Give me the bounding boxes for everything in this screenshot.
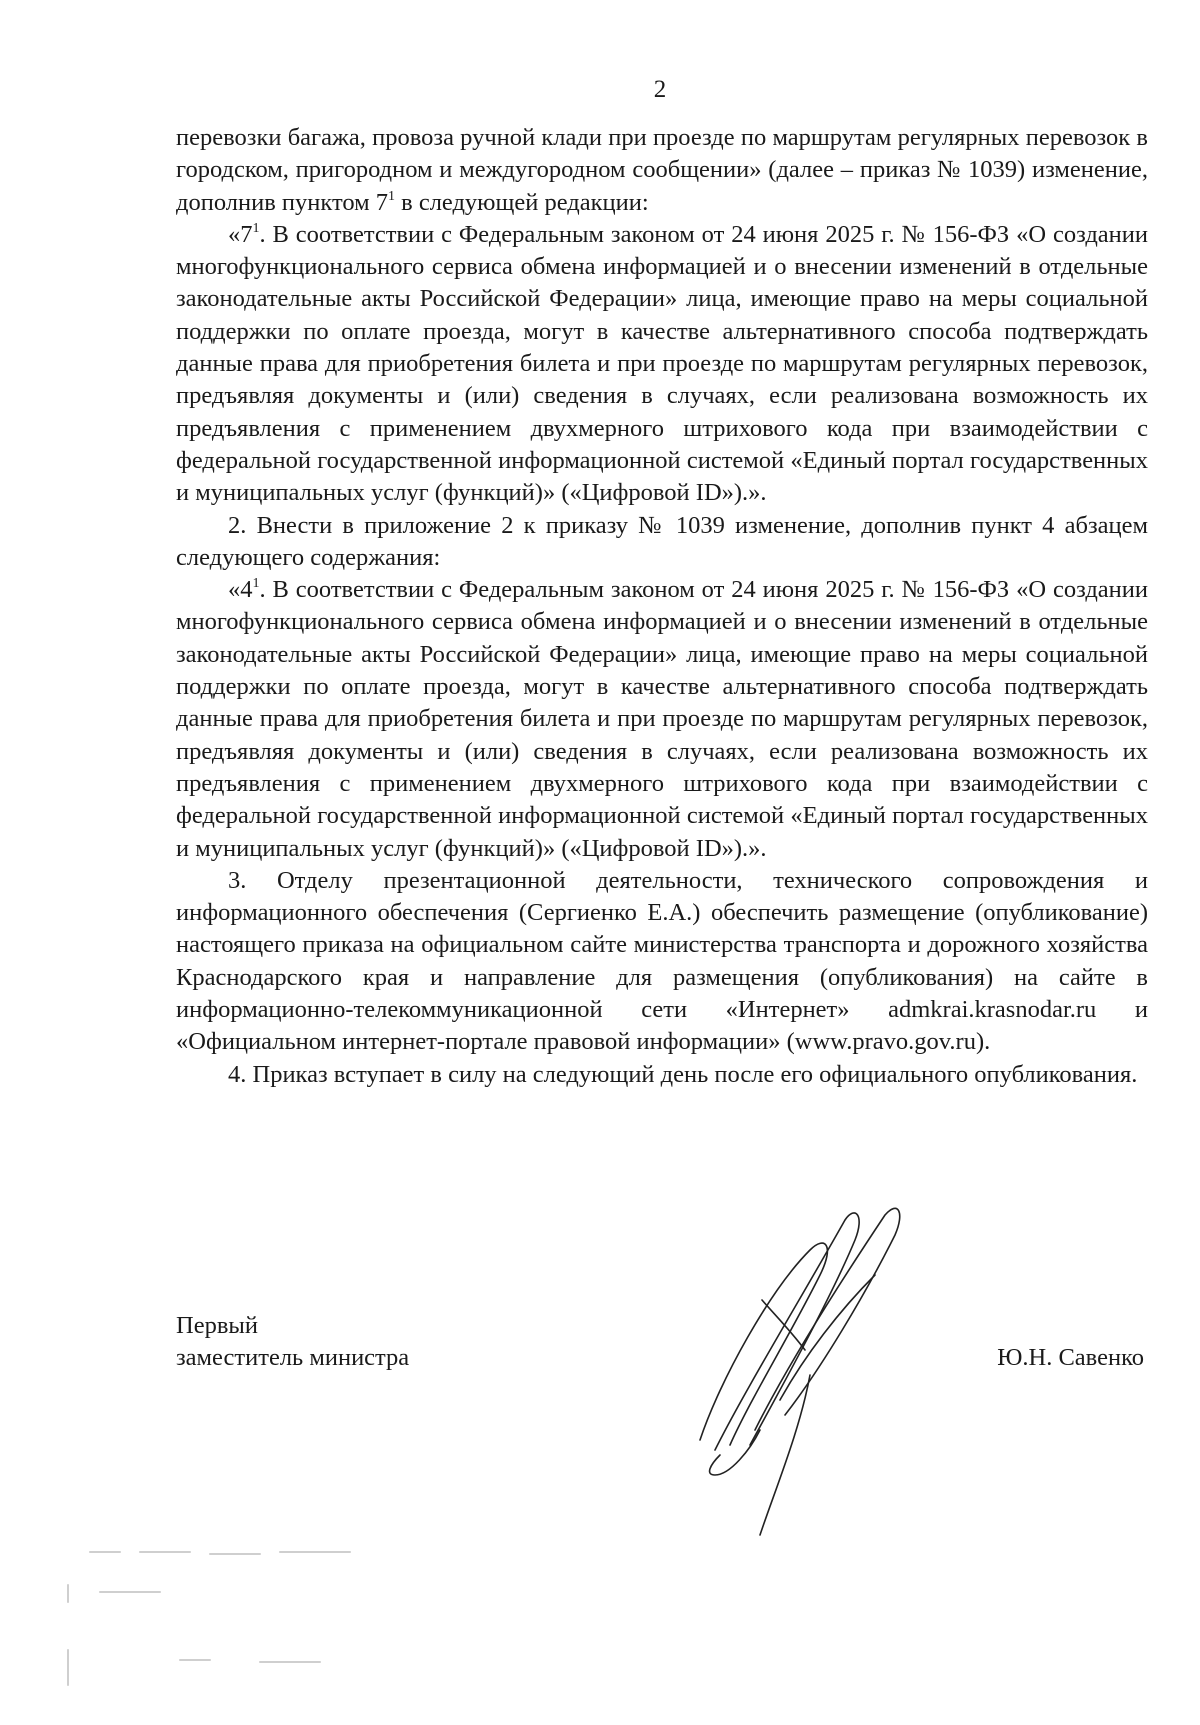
paragraph-item-4: 4. Приказ вступает в силу на следующий день после его официального опубликования.	[228, 1060, 1138, 1088]
signatory-title	[176, 1310, 409, 1375]
signatory-name: Ю.Н. Савенко	[997, 1344, 1144, 1371]
paragraph-continuation: перевозки багажа, провоза ручной клади при проезде по маршрутам регулярных перевозок в городском, пригородном и междугородном сообщении» (далее – приказ № 1039) изменение, дополнив пунктом $7^1$ в следующей редакции:	[176, 124, 1148, 216]
handwritten-signature	[660, 1200, 960, 1540]
page-number: 2	[653, 76, 667, 103]
paragraph-item-2: 2. Внести в приложение 2 к приказу № 1039 изменение, дополнив пункт 4 абзацем следующего содержания:	[176, 511, 1148, 571]
document-body	[176, 122, 1148, 1091]
signatory-title-line2: заместитель министра	[176, 1344, 410, 1372]
scan-artifacts	[60, 1540, 380, 1690]
signatory-title-line1: Первый	[176, 1312, 258, 1339]
paragraph-item-7-1: «$7^1$. В соответствии с Федеральным законом от 24 июня 2025 г. № 156-ФЗ «О создании многофункционального сервиса обмена информацией и о внесении изменений в отдельные законодательные акты Российской Федерации» лица, имеющие право на меры социальной поддержки по оплате проезда, могут в качестве альтернативного способа подтверждать данные права для приобретения билета и при проезде по маршрутам регулярных перевозок, предъявляя документы и (или) сведения в случаях, если реализована возможность их предъявления с применением двухмерного штрихового кода при взаимодействии с федеральной государственной информационной системой «Единый портал государственных и муниципальных услуг (функций)» («Цифровой ID»).».	[176, 220, 1148, 507]
paragraph-item-3: 3. Отделу презентационной деятельности, технического сопровождения и информационного обеспечения (Сергиенко Е.А.) обеспечить размещение (опубликование) настоящего приказа на официальном сайте министерства транспорта и дорожного хозяйства Краснодарского края и направление для размещения (опубликования) на сайте в информационно-телекоммуникационной сети «Интернет» admkrai.krasnodar.ru и «Официальном интернет-портале правовой информации» (www.pravo.gov.ru).	[176, 866, 1148, 1056]
paragraph-item-4-1: «$4^1$. В соответствии с Федеральным законом от 24 июня 2025 г. № 156-ФЗ «О создании многофункционального сервиса обмена информацией и о внесении изменений в отдельные законодательные акты Российской Федерации» лица, имеющие право на меры социальной поддержки по оплате проезда, могут в качестве альтернативного способа подтверждать данные права для приобретения билета и при проезде по маршрутам регулярных перевозок, предъявляя документы и (или) сведения в случаях, если реализована возможность их предъявления с применением двухмерного штрихового кода при взаимодействии с федеральной государственной информационной системой «Единый портал государственных и муниципальных услуг (функций)» («Цифровой ID»).».	[176, 576, 1148, 862]
